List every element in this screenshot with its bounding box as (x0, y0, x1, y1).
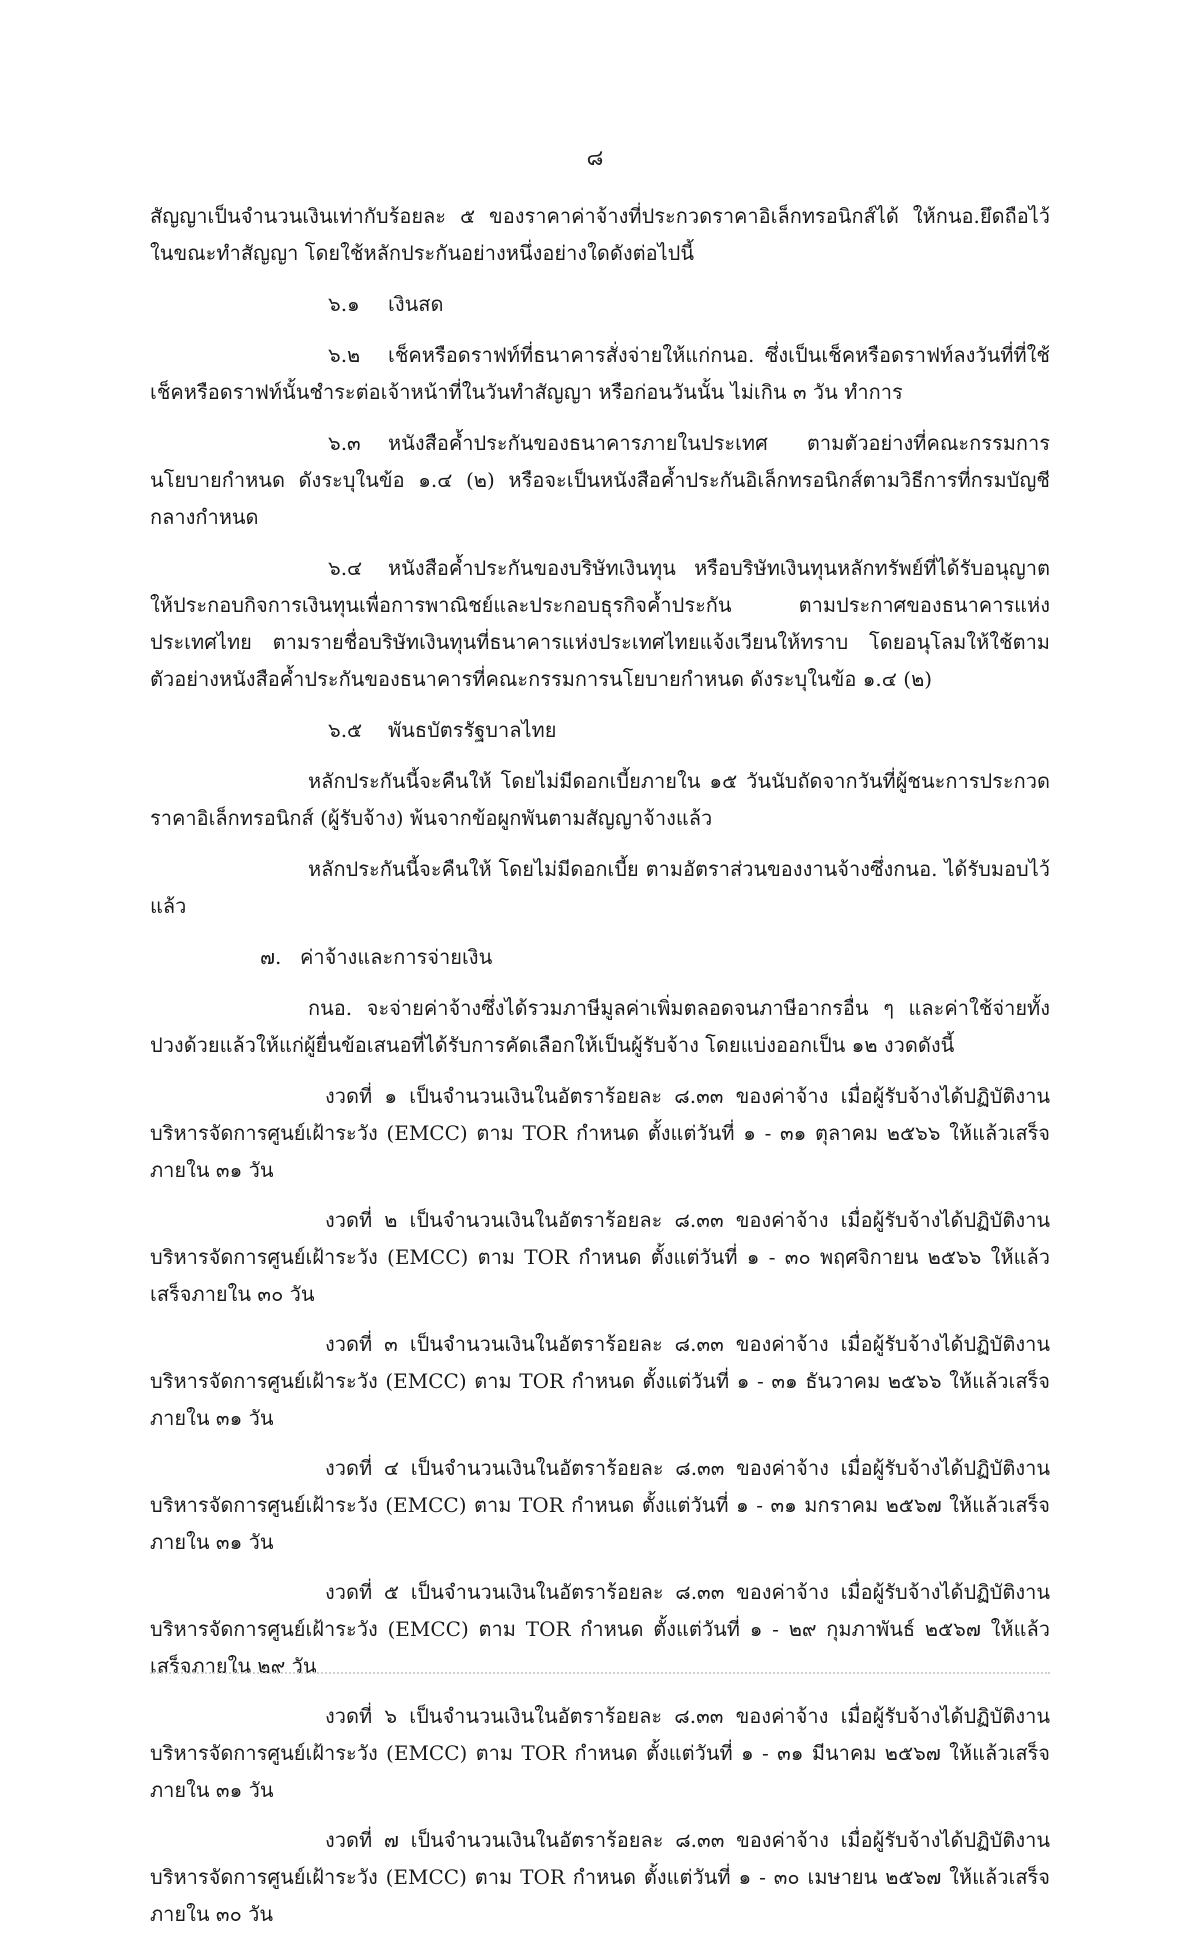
installment-3: งวดที่ ๓ เป็นจำนวนเงินในอัตราร้อยละ ๘.๓๓ ของค่าจ้าง เมื่อผู้รับจ้างได้ปฏิบัติงานบริหารจัดการศูนย์เฝ้าระวัง (EMCC) ตาม TOR กำหนด ตั้งแต่วันที่ ๑ - ๓๑ ธันวาคม ๒๕๖๖ ให้แล้วเสร็จภายใน ๓๑ วัน (150, 1332, 1050, 1430)
installment-4: งวดที่ ๔ เป็นจำนวนเงินในอัตราร้อยละ ๘.๓๓ ของค่าจ้าง เมื่อผู้รับจ้างได้ปฏิบัติงานบริหารจัดการศูนย์เฝ้าระวัง (EMCC) ตาม TOR กำหนด ตั้งแต่วันที่ ๑ - ๓๑ มกราคม ๒๕๖๗ ให้แล้วเสร็จภายใน ๓๑ วัน (150, 1456, 1050, 1554)
return-paragraph-1: หลักประกันนี้จะคืนให้ โดยไม่มีดอกเบี้ยภายใน ๑๕ วันนับถัดจากวันที่ผู้ชนะการประกวดราคาอิเล็กทรอนิกส์ (ผู้รับจ้าง) พ้นจากข้อผูกพันตามสัญญาจ้างแล้ว (150, 769, 1050, 830)
guarantee-item-6-1 (150, 286, 1050, 323)
installment-7: งวดที่ ๗ เป็นจำนวนเงินในอัตราร้อยละ ๘.๓๓ ของค่าจ้าง เมื่อผู้รับจ้างได้ปฏิบัติงานบริหารจัดการศูนย์เฝ้าระวัง (EMCC) ตาม TOR กำหนด ตั้งแต่วันที่ ๑ - ๓๐ เมษายน ๒๕๖๗ ให้แล้วเสร็จภายใน ๓๐ วัน (150, 1828, 1050, 1926)
scan-edge-divider (150, 1672, 1050, 1675)
installment-1: งวดที่ ๑ เป็นจำนวนเงินในอัตราร้อยละ ๘.๓๓ ของค่าจ้าง เมื่อผู้รับจ้างได้ปฏิบัติงานบริหารจัดการศูนย์เฝ้าระวัง (EMCC) ตาม TOR กำหนด ตั้งแต่วันที่ ๑ - ๓๑ ตุลาคม ๒๕๖๖ ให้แล้วเสร็จภายใน ๓๑ วัน (150, 1084, 1051, 1182)
guarantee-text: พันธบัตรรัฐบาลไทย (388, 718, 557, 742)
guarantee-text: หนังสือค้ำประกันของบริษัทเงินทุน หรือบริษัทเงินทุนหลักทรัพย์ที่ได้รับอนุญาตให้ประกอบกิจการเงินทุนเพื่อการพาณิชย์และประกอบธุรกิจค้ำประกัน ตามประกาศของธนาคารแห่งประเทศไทย ตามรายชื่อบริษัทเงินทุนที่ธนาคารแห่งประเทศไทยแจ้งเวียนให้ทราบ โดยอนุโลมให้ใช้ตามตัวอย่างหนังสือค้ำประกันของธนาคารที่คณะกรรมการนโยบายกำหนด ดังระบุในข้อ ๑.๔ (๒) (150, 556, 1050, 691)
guarantee-item-6-2 (150, 337, 1050, 411)
guarantee-number: ๖.๓ (328, 431, 361, 455)
guarantee-item-6-3 (150, 425, 1050, 536)
guarantee-text: เงินสด (388, 292, 444, 316)
guarantee-number: ๖.๑ (328, 292, 360, 316)
section-number: ๗. (260, 945, 282, 969)
section-7-heading (150, 939, 1050, 976)
guarantee-number: ๖.๒ (328, 343, 361, 367)
installment-6: งวดที่ ๖ เป็นจำนวนเงินในอัตราร้อยละ ๘.๓๓ ของค่าจ้าง เมื่อผู้รับจ้างได้ปฏิบัติงานบริหารจัดการศูนย์เฝ้าระวัง (EMCC) ตาม TOR กำหนด ตั้งแต่วันที่ ๑ - ๓๑ มีนาคม ๒๕๖๗ ให้แล้วเสร็จภายใน ๓๑ วัน (150, 1704, 1050, 1802)
payment-intro-paragraph: กนอ. จะจ่ายค่าจ้างซึ่งได้รวมภาษีมูลค่าเพิ่มตลอดจนภาษีอากรอื่น ๆ และค่าใช้จ่ายทั้งปวงด้วยแล้วให้แก่ผู้ยื่นข้อเสนอที่ได้รับการคัดเลือกให้เป็นผู้รับจ้าง โดยแบ่งออกเป็น ๑๒ งวดดังนี้ (150, 996, 1050, 1057)
return-paragraph-2: หลักประกันนี้จะคืนให้ โดยไม่มีดอกเบี้ย ตามอัตราส่วนของงานจ้างซึ่งกนอ. ได้รับมอบไว้แล้ว (150, 857, 1050, 918)
section-title: ค่าจ้างและการจ่ายเงิน (300, 945, 493, 969)
guarantee-number: ๖.๔ (328, 556, 363, 580)
intro-paragraph: สัญญาเป็นจำนวนเงินเท่ากับร้อยละ ๕ ของราคาค่าจ้างที่ประกวดราคาอิเล็กทรอนิกส์ได้ ให้กนอ.ยึดถือไว้ในขณะทำสัญญา โดยใช้หลักประกันอย่างหนึ่งอย่างใดดังต่อไปนี้ (150, 204, 1050, 265)
installment-5: งวดที่ ๕ เป็นจำนวนเงินในอัตราร้อยละ ๘.๓๓ ของค่าจ้าง เมื่อผู้รับจ้างได้ปฏิบัติงานบริหารจัดการศูนย์เฝ้าระวัง (EMCC) ตาม TOR กำหนด ตั้งแต่วันที่ ๑ - ๒๙ กุมภาพันธ์ ๒๕๖๗ ให้แล้วเสร็จภายใน ๒๙ วัน (150, 1580, 1050, 1678)
guarantee-item-6-4 (150, 550, 1050, 698)
installment-2: งวดที่ ๒ เป็นจำนวนเงินในอัตราร้อยละ ๘.๓๓ ของค่าจ้าง เมื่อผู้รับจ้างได้ปฏิบัติงานบริหารจัดการศูนย์เฝ้าระวัง (EMCC) ตาม TOR กำหนด ตั้งแต่วันที่ ๑ - ๓๐ พฤศจิกายน ๒๕๖๖ ให้แล้วเสร็จภายใน ๓๐ วัน (150, 1208, 1050, 1306)
guarantee-text: เช็คหรือดราฟท์ที่ธนาคารสั่งจ่ายให้แก่กนอ. ซึ่งเป็นเช็คหรือดราฟท์ลงวันที่ที่ใช้เช็คหรือดราฟท์นั้นชำระต่อเจ้าหน้าที่ในวันทำสัญญา หรือก่อนวันนั้น ไม่เกิน ๓ วัน ทำการ (150, 343, 1050, 404)
guarantee-item-6-5 (150, 712, 1050, 749)
guarantee-number: ๖.๕ (328, 718, 363, 742)
page-number: ๘ (586, 146, 604, 171)
document-body (150, 198, 1050, 1946)
guarantee-text: หนังสือค้ำประกันของธนาคารภายในประเทศ ตามตัวอย่างที่คณะกรรมการนโยบายกำหนด ดังระบุในข้อ ๑.๔ (๒) หรือจะเป็นหนังสือค้ำประกันอิเล็กทรอนิกส์ตามวิธีการที่กรมบัญชีกลางกำหนด (150, 431, 1050, 529)
